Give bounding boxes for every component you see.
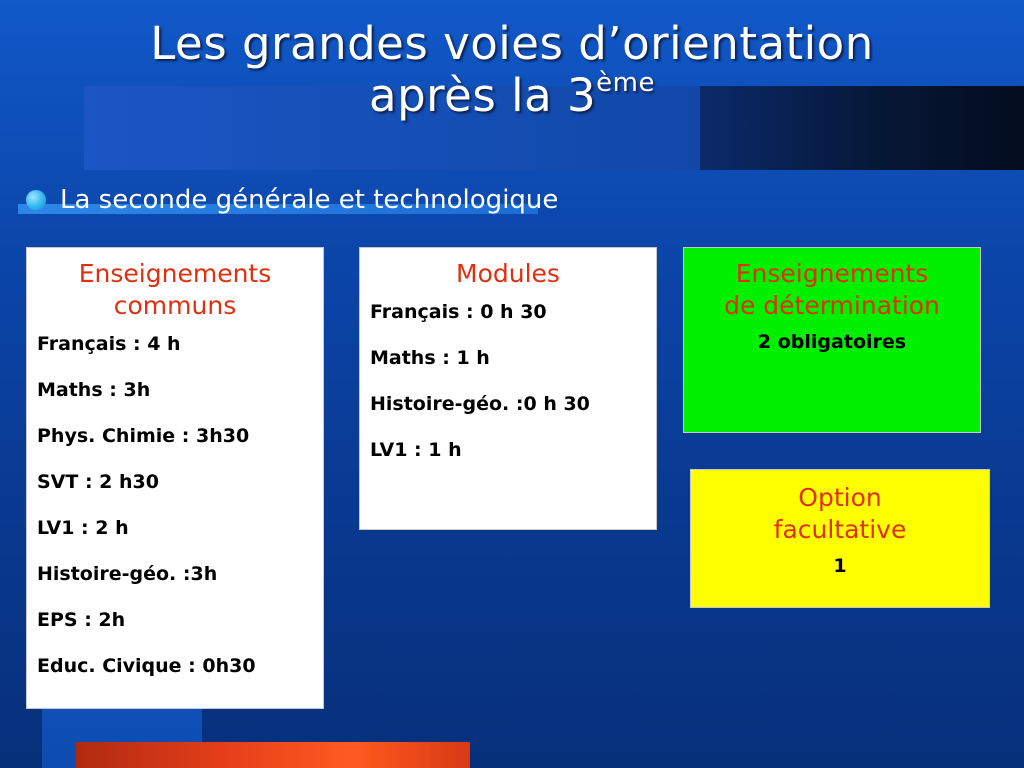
- list-item: Maths : 1 h: [370, 347, 490, 369]
- list-item: LV1 : 2 h: [37, 517, 129, 539]
- slide-title-line1: Les grandes voies d’orientation: [150, 17, 874, 70]
- box-determination-title-line1: Enseignements: [735, 259, 929, 288]
- box-option-facultative: [690, 469, 990, 608]
- list-item: Maths : 3h: [37, 379, 151, 401]
- slide-title-line2: [0, 70, 1024, 122]
- list-item: SVT : 2 h30: [37, 471, 159, 493]
- box-modules-list: [360, 300, 656, 462]
- box-option-title-line2: facultative: [773, 515, 907, 544]
- list-item: EPS : 2h: [37, 609, 126, 631]
- list-item: Phys. Chimie : 3h30: [37, 425, 250, 447]
- box-communs-title: [27, 258, 323, 322]
- box-modules: [359, 247, 657, 530]
- box-determination-title: [684, 258, 980, 322]
- box-determination-value: 2 obligatoires: [757, 331, 907, 353]
- list-item: Français : 4 h: [37, 333, 181, 355]
- list-item: LV1 : 1 h: [370, 439, 462, 461]
- box-communs-title-line2: communs: [113, 291, 237, 320]
- bullet-text: La seconde générale et technologique: [60, 185, 559, 215]
- box-modules-title: Modules: [456, 259, 560, 288]
- list-item: Educ. Civique : 0h30: [37, 655, 256, 677]
- slide-title-superscript: ème: [596, 68, 655, 98]
- box-communs-title-line1: Enseignements: [78, 259, 272, 288]
- list-item: Français : 0 h 30: [370, 301, 547, 323]
- bullet-item: [26, 182, 558, 218]
- box-enseignements-determination: [683, 247, 981, 433]
- box-option-title: [691, 482, 989, 546]
- decorative-red-bar: [76, 742, 470, 768]
- slide-title-line2-text: après la 3: [369, 69, 597, 122]
- box-communs-list: [27, 332, 323, 678]
- bullet-icon: [26, 190, 46, 210]
- box-enseignements-communs: [26, 247, 324, 709]
- box-option-value: 1: [833, 555, 847, 577]
- box-option-title-line1: Option: [798, 483, 882, 512]
- list-item: Histoire-géo. :0 h 30: [370, 393, 590, 415]
- box-determination-title-line2: de détermination: [724, 291, 940, 320]
- slide-title: [0, 18, 1024, 122]
- list-item: Histoire-géo. :3h: [37, 563, 218, 585]
